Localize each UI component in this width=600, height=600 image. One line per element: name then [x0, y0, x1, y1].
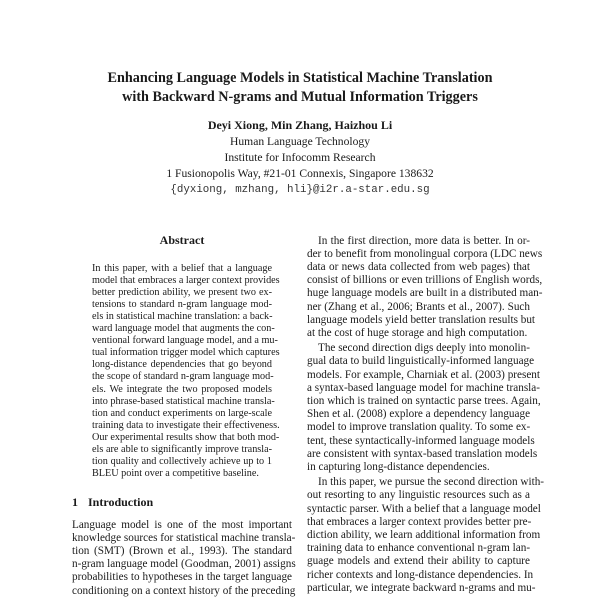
affiliation-line: 1 Fusionopolis Way, #21-01 Connexis, Singapore 138632	[166, 167, 434, 180]
abstract-heading: Abstract	[159, 233, 205, 247]
text-line: gual data to build linguistically-informed language	[307, 355, 535, 368]
intro-heading-number: 1	[72, 495, 78, 509]
text-line: that embraces a larger context provides better pre-	[307, 515, 532, 528]
text-line: Our experimental results show that both mod-	[92, 431, 280, 443]
text-line: richer contexts and long-distance dependencies. In	[307, 568, 534, 581]
text-line: els are able to significantly improve transla-	[92, 443, 272, 455]
text-line: der to benefit from monolingual corpora (LDC news	[307, 247, 543, 260]
text-line: training data to investigate their effectiveness.	[92, 419, 280, 431]
text-line: els in statistical machine translation: a back-	[92, 311, 273, 323]
text-line: diction ability, we learn additional information from	[307, 528, 541, 541]
intro-heading: Introduction	[88, 495, 154, 509]
paper-title-line-2: with Backward N-grams and Mutual Information Triggers	[122, 89, 478, 105]
text-line: In this paper, with a belief that a language	[92, 263, 272, 274]
text-line: knowledge sources for statistical machine transla-	[72, 531, 296, 544]
text-line: guage models and extend their ability to capture	[307, 555, 530, 568]
text-line: tion quality and collectively achieve up to 1	[92, 455, 272, 467]
text-line: models. For example, Charniak et al. (2003) present	[307, 368, 541, 381]
affiliation-line: Human Language Technology	[230, 135, 370, 148]
text-line: ventional forward language model, and a mu-	[92, 335, 278, 347]
text-line: language models yield better translation results but	[307, 313, 536, 326]
text-line: ward language model that augments the con-	[92, 323, 275, 335]
text-line: els. We integrate the two proposed models	[92, 383, 272, 395]
text-line: better prediction ability, we present two ex-	[92, 287, 272, 299]
text-line: particular, we integrate backward n-grams and mu-	[307, 581, 536, 594]
text-line: huge language models are built in a distributed man-	[307, 287, 543, 300]
text-line: syntactic parser. With a belief that a language model	[307, 502, 541, 515]
text-line: in capturing long-distance dependencies.	[307, 460, 490, 473]
text-line: The second direction digs deeply into monolin-	[318, 342, 530, 355]
text-line: tion and conduct experiments on large-scale	[92, 407, 272, 419]
text-line: tensions to standard n-gram language mod-	[92, 299, 272, 311]
text-line: data or news data collected from web pages) that	[307, 260, 530, 273]
text-line: tion which is trained on syntactic parse trees. Again,	[307, 394, 541, 407]
text-line: Shen et al. (2008) explore a dependency language	[307, 408, 531, 421]
text-line: BLEU point over a competitive baseline.	[92, 467, 259, 479]
text-line: model that embraces a larger context provides	[92, 275, 280, 287]
text-line: conditioning on a context history of the preceding	[72, 584, 296, 597]
text-line: tion (SMT) (Brown et al., 1993). The standard	[72, 544, 292, 557]
text-line: are consistent with syntax-based translation models	[307, 447, 538, 460]
affiliation-line: Institute for Infocomm Research	[224, 151, 376, 164]
text-line: a syntax-based language model for machine transla-	[307, 381, 540, 394]
text-line: n-gram language model (Goodman, 2001) assigns	[72, 558, 296, 571]
author-list: Deyi Xiong, Min Zhang, Haizhou Li	[207, 118, 393, 132]
text-line: In the first direction, more data is better. In or-	[318, 234, 530, 247]
text-line: out resorting to any linguistic resources such as a	[307, 489, 530, 502]
text-line: into phrase-based statistical machine transla-	[92, 395, 275, 407]
text-line: long-distance dependencies that go beyond	[92, 359, 272, 371]
text-line: probabilities to hypotheses in the target language	[72, 571, 292, 584]
text-line: In this paper, we pursue the second direction with-	[318, 476, 545, 489]
text-line: Language model is one of the most important	[72, 518, 292, 531]
text-line: training data to enhance conventional n-gram lan-	[307, 542, 531, 555]
text-line: tual information trigger model which captures	[92, 347, 280, 359]
author-email: {dyxiong, mzhang, hli}@i2r.a-star.edu.sg	[170, 184, 430, 196]
text-line: at the cost of huge storage and high computation.	[307, 326, 528, 339]
text-line: tent, these syntactically-informed language models	[307, 434, 535, 447]
text-line: model to improve translation quality. To some ex-	[307, 421, 531, 434]
text-line: the scope of standard n-gram language mod-	[92, 371, 274, 383]
paper-title-line-1: Enhancing Language Models in Statistical Machine Translation	[107, 70, 493, 86]
text-line: consist of billions or even trillions of English words,	[307, 274, 543, 287]
text-line: ner (Zhang et al., 2006; Brants et al., 2007). Such	[307, 300, 530, 313]
